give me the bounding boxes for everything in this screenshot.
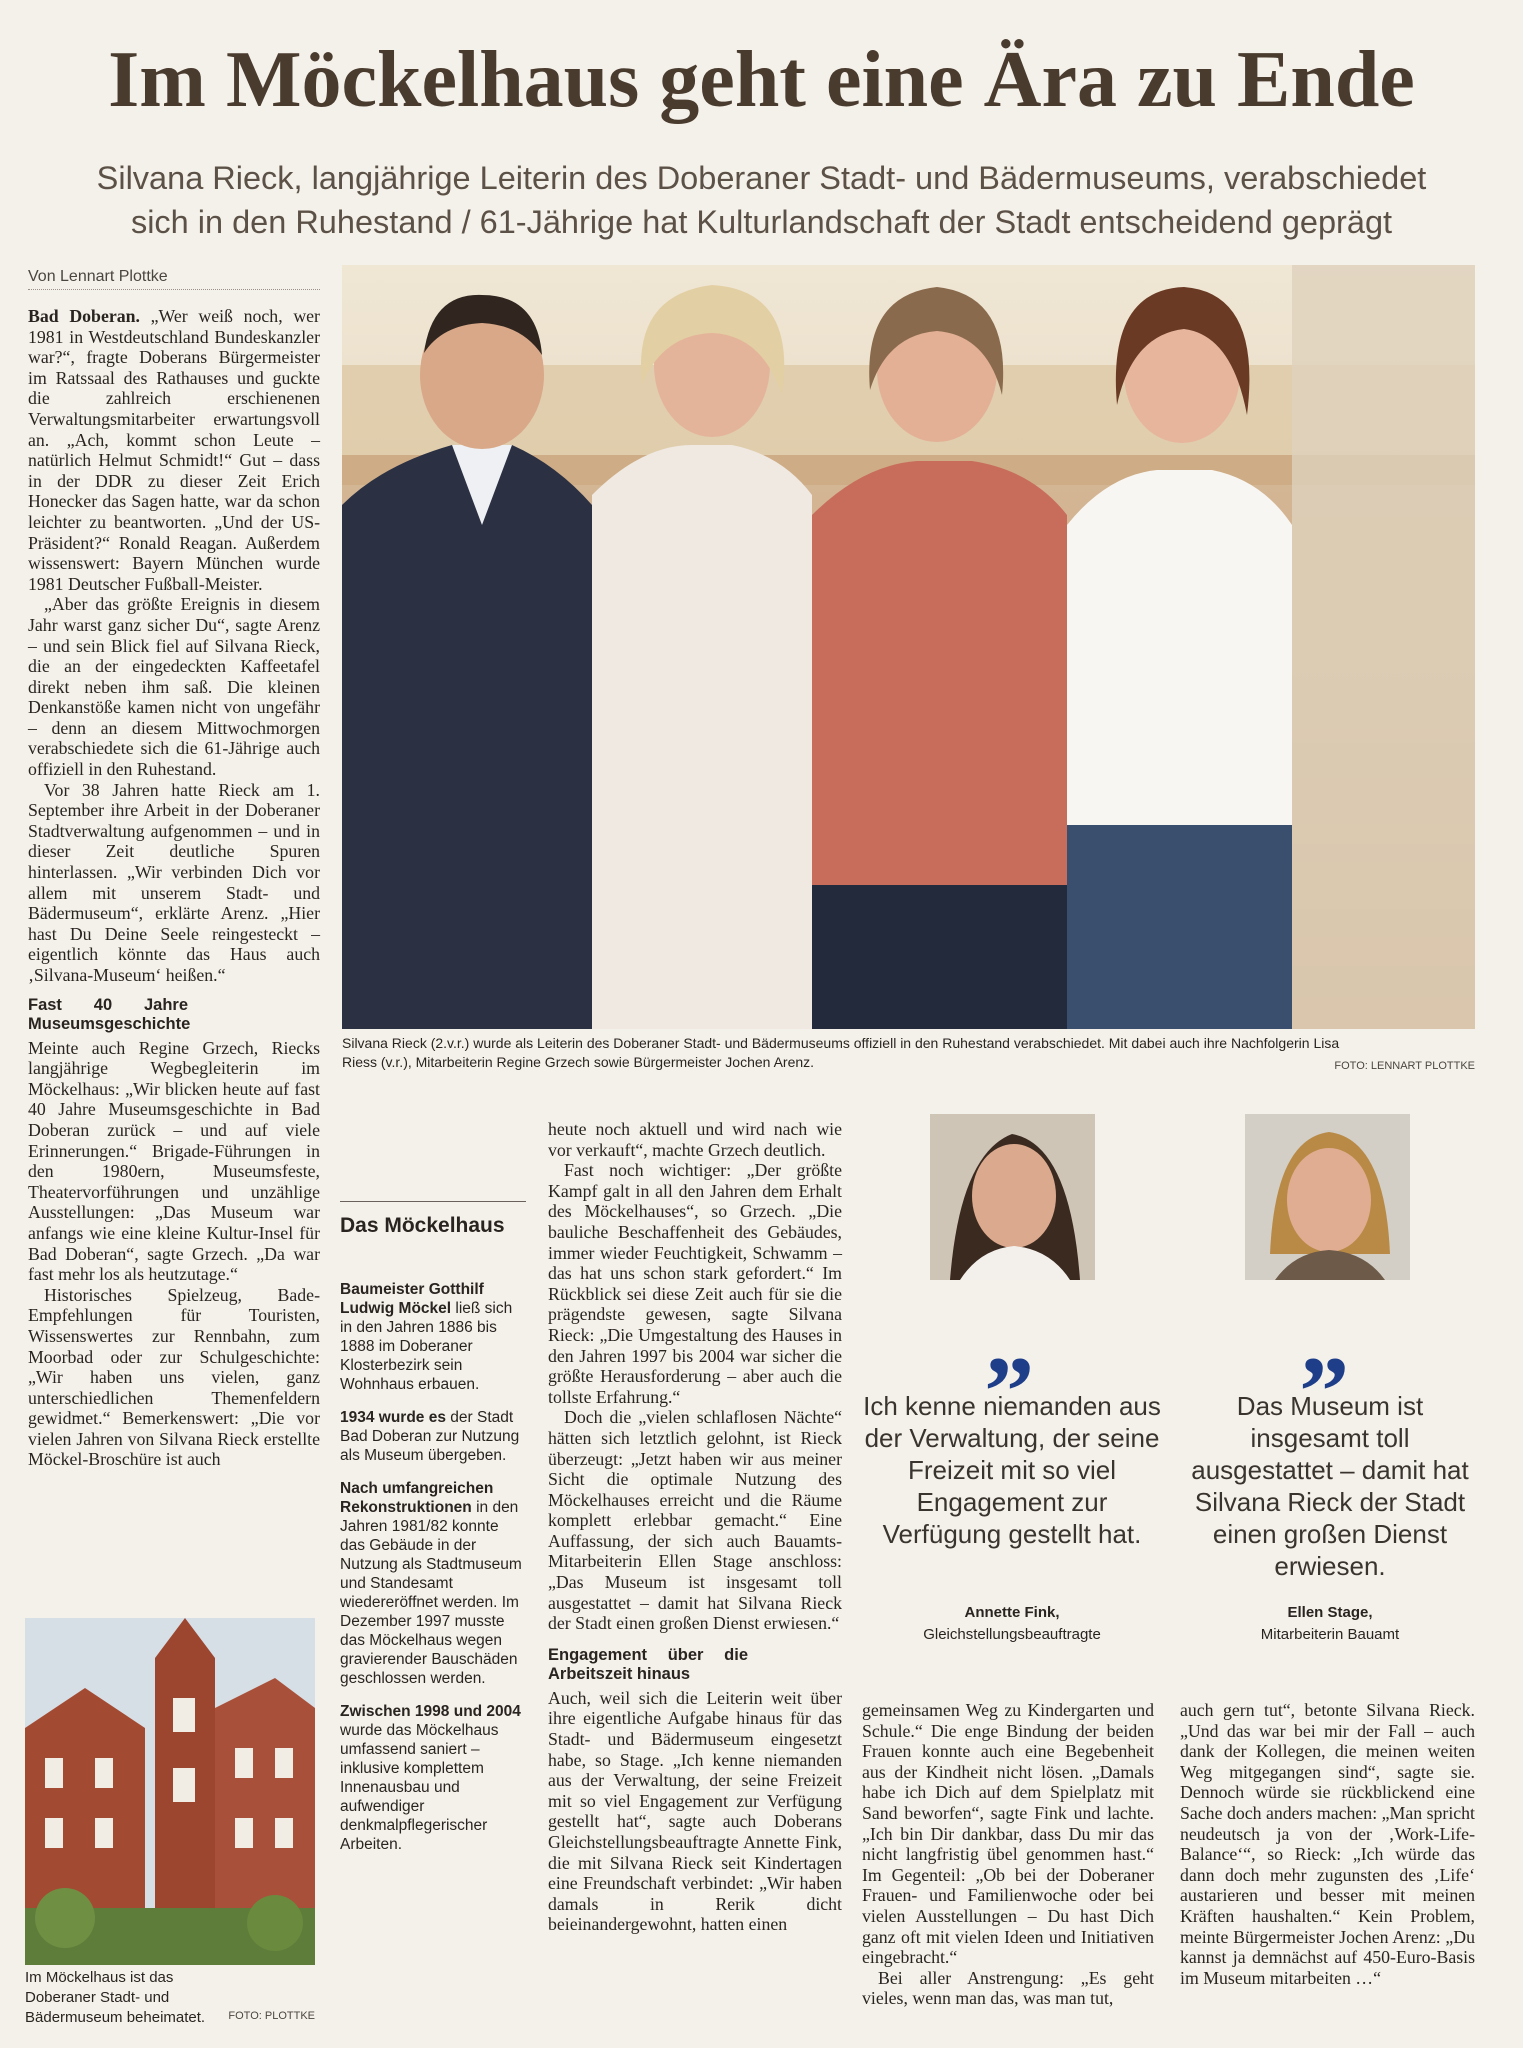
quote-author: Annette Fink, <box>964 1604 1060 1621</box>
infobox-paragraph <box>340 1702 526 1854</box>
subheading: Engagement über die Arbeitszeit hinaus <box>548 1645 748 1683</box>
article-column-3 <box>548 1119 842 1935</box>
infobox-text: ließ sich in den Jahren 1886 bis 1888 im Doberaner Klosterbezirk sein Wohnhaus erbauen. <box>340 1300 513 1393</box>
headline: Im Möckelhaus geht eine Ära zu Ende <box>108 36 1415 124</box>
quote-mark-icon: „ <box>1300 1284 1350 1395</box>
paragraph: „Aber das größte Ereignis in diesem Jahr warst ganz sicher Du“, sagte Arenz – und sein Blick fiel auf Silvana Rieck, die an der eingedeckten Kaffeetafel direkt neben ihm saß. Die kleinen Denkanstöße kamen nicht von ungefähr – denn an diesem Mittwochmorgen verabschiedete sich die 61-Jährige auch offiziell in den Ruhestand. <box>28 594 320 780</box>
paragraph: Auch, weil sich die Leiterin weit über ihre eigentliche Aufgabe hinaus für das Stadt- und Bädermuseum eingesetzt habe, so Stage. „Ich kenne niemanden aus der Verwaltung, der seine Freizeit mit so viel Engagement zur Verfügung gestellt hat“, sagte auch Doberans Gleichstellungsbeauftragte Annette Fink, die mit Silvana Rieck seit Kindertagen eine Freundschaft verbindet: „Wir haben damals in Rerik dicht beieinandergewohnt, hatten einen <box>548 1687 842 1935</box>
quote-mark-icon: „ <box>985 1284 1035 1395</box>
infobox-paragraph <box>340 1408 526 1465</box>
paragraph: Historisches Spielzeug, Bade-Empfehlungen für Touristen, Wissenswertes zur Rennbahn, zum Moorbad oder zur Schulgeschichte: „Wir haben uns vielen, ganz unterschiedlichen Themenfeldern gewidmet.“ Bemerkenswert: „Die vor vielen Jahren von Silvana Rieck erstellte Möckel-Broschüre ist auch <box>28 1284 320 1470</box>
subhead <box>60 156 1463 244</box>
paragraph <box>28 306 320 594</box>
article-column-5 <box>1180 1700 1475 1988</box>
paragraph-text: „Wer weiß noch, wer 1981 in Westdeutschland Bundeskanzler war?“, fragte Doberans Bürgermeister im Ratssaal des Rathauses und guckte die zahlreich erschienenen Verwaltungsmitarbeiter erwartungsvoll an. „Ach, kommt schon Leute – natürlich Helmut Schmidt!“ Gut – dass in der DDR zu dieser Zeit Erich Honecker das Sagen hatte, war da schon leichter zu beantworten. „Und der US-Präsident?“ Ronald Reagan. Außerdem wissenswert: Bayern München wurde 1981 Deutscher Fußball-Meister. <box>28 306 320 594</box>
paragraph: auch gern tut“, betonte Silvana Rieck. „Und das war bei mir der Fall – auch dank der Kollegen, die meinen weiten Weg mitgegangen sind“, sagte sie. Dennoch würde sie rückblickend eine Sache doch anders machen: „Man spricht neudeutsch ja von der ‚Work-Life-Balance‘“, so Rieck: „Ich würde das dann doch mehr zugunsten des ‚Life‘ austarieren und besser mit meinen Kräften haushalten.“ Kein Problem, meinte Bürgermeister Jochen Arenz: „Du kannst ja demnächst auf 450-Euro-Basis im Museum mitarbeiten …“ <box>1180 1700 1475 1988</box>
infobox-bold: Zwischen 1998 und 2004 <box>340 1703 521 1720</box>
building-illustration <box>25 1618 315 1965</box>
infobox-text: wurde das Möckelhaus umfassend saniert – inklusive komplettem Innenausbau und aufwendiger denkmalpflegerischer Arbeiten. <box>340 1722 499 1853</box>
article-column-1 <box>28 306 320 1470</box>
portrait-annette-fink <box>930 1114 1095 1280</box>
infobox-title: Das Möckelhaus <box>340 1214 505 1237</box>
quote-text: Das Museum ist insgesamt toll ausgestattet – damit hat Silvana Rieck der Stadt einen großen Dienst erwiesen. <box>1191 1391 1469 1581</box>
building-photo <box>25 1618 315 1965</box>
infobox-paragraph <box>340 1280 526 1394</box>
building-photo-caption: Im Möckelhaus ist das Doberaner Stadt- und Bädermuseum beheimatet. <box>25 1969 206 2026</box>
quote-author: Ellen Stage, <box>1287 1604 1373 1621</box>
paragraph: Vor 38 Jahren hatte Rieck am 1. September ihre Arbeit in der Doberaner Stadtverwaltung aufgenommen – und in dieser Zeit deutliche Spuren hinterlassen. „Wir verbinden Dich vor allem mit unserem Stadt- und Bädermuseum“, erklärte Arenz. „Hier hast Du Deine Seele reingesteckt – eigentlich könnte das Haus auch ‚Silvana-Museum‘ heißen.“ <box>28 779 320 985</box>
quote-author-role: Mitarbeiterin Bauamt <box>1260 1626 1400 1643</box>
quote-author-role: Gleichstellungsbeauftragte <box>923 1626 1101 1643</box>
paragraph: Fast noch wichtiger: „Der größte Kampf galt in all den Jahren dem Erhalt des Möckelhauses“, so Grzech. „Die bauliche Beschaffenheit des Gebäudes, immer wieder Feuchtigkeit, Schwamm – das hat uns schon stark gefordert.“ Im Rückblick sei diese Zeit auch für sie die prägendste gewesen, sagte Silvana Rieck: „Die Umgestaltung des Hauses in den Jahren 1997 bis 2004 war sicher die größte Herausforderung – aber auch die tollste Erfahrung.“ <box>548 1160 842 1407</box>
quote-text: Ich kenne niemanden aus der Verwaltung, der seine Freizeit mit so viel Engagement zur Verfügung gestellt hat. <box>863 1391 1161 1549</box>
paragraph: Meinte auch Regine Grzech, Riecks langjährige Wegbegleiterin im Möckelhaus: „Wir blicken heute auf fast 40 Jahre Museumsgeschichte in Bad Doberan zurück – und auf viele Erinnerungen.“ Brigade-Führungen in den 1980ern, Museumsfeste, Theatervorführungen und unzählige Ausstellungen: „Das Museum war anfangs wie eine kleine Kultur-Insel für Bad Doberan“, sagte Grzech. „Da war fast mehr los als heutzutage.“ <box>28 1037 320 1285</box>
infobox-bold: Baumeister Gotthilf Ludwig Möckel <box>340 1281 484 1317</box>
main-photo-caption: Silvana Rieck (2.v.r.) wurde als Leiterin des Doberaner Stadt- und Bädermuseums offiziell in den Ruhestand verabschiedet. Mit dabei auch ihre Nachfolgerin Lisa Riess (v.r.), Mitarbeiterin Regine Grzech sowie Bürgermeister Jochen Arenz. <box>342 1035 1340 1070</box>
paragraph: Bei aller Anstrengung: „Es geht vieles, wenn man das, was man tut, <box>862 1967 1154 2009</box>
building-photo-credit: FOTO: PLOTTKE <box>228 2010 315 2022</box>
infobox-paragraph <box>340 1479 526 1688</box>
paragraph: Doch die „vielen schlaflosen Nächte“ hätten sich letztlich gelohnt, ist Rieck überzeugt: „Jetzt haben wir aus meiner Sicht die optimale Nutzung des Möckelhauses erreicht und die Räume komplett erlebbar gemacht.“ Eine Auffassung, der sich auch Bauamts-Mitarbeiterin Ellen Stage anschloss: „Das Museum ist insgesamt toll ausgestattet – damit hat Silvana Rieck der Stadt einen großen Dienst erwiesen.“ <box>548 1407 842 1634</box>
subhead-line-1: Silvana Rieck, langjährige Leiterin des Doberaner Stadt- und Bädermuseums, verabschiedet <box>96 160 1427 196</box>
subheading: Fast 40 Jahre Museumsgeschichte <box>28 995 191 1033</box>
portrait-illustration <box>930 1114 1095 1280</box>
subhead-line-2: sich in den Ruhestand / 61-Jährige hat Kulturlandschaft der Stadt entscheidend geprägt <box>130 204 1393 240</box>
byline: Von Lennart Plottke <box>28 268 320 290</box>
dateline: Bad Doberan. <box>28 306 140 326</box>
article-column-4 <box>862 1700 1154 2009</box>
portrait-ellen-stage <box>1245 1114 1410 1280</box>
infobox-text: der Stadt Bad Doberan zur Nutzung als Museum übergeben. <box>340 1409 520 1464</box>
divider <box>340 1201 526 1202</box>
infobox-text: in den Jahren 1981/82 konnte das Gebäude in der Nutzung als Stadtmuseum und Standesamt wiedereröffnet werden. Im Dezember 1997 musste das Möckelhaus wegen gravierender Bauschäden geschlossen werden. <box>340 1499 522 1687</box>
main-photo-credit: FOTO: LENNART PLOTTKE <box>1334 1060 1475 1072</box>
main-photo <box>342 265 1475 1029</box>
paragraph: heute noch aktuell und wird nach wie vor verkauft“, machte Grzech deutlich. <box>548 1119 842 1160</box>
main-photo-illustration <box>342 265 1475 1029</box>
portrait-illustration <box>1245 1114 1410 1280</box>
infobox-bold: Nach umfangreichen Rekonstruktionen <box>340 1480 494 1516</box>
paragraph: gemeinsamen Weg zu Kindergarten und Schule.“ Die enge Bindung der beiden Frauen konnte auch eine Begebenheit aus der Kindheit nicht lösen. „Damals habe ich Dich auf dem Spielplatz mit Sand beworfen“, sagte Fink und lachte. „Ich bin Dir dankbar, dass Du mir das nicht langfristig übel genommen hast.“ Im Gegenteil: „Ob bei der Doberaner Frauen- und Familienwoche oder bei vielen Ausstellungen – Du hast Dich ganz oft mit vielen Ideen und Initiativen eingebracht.“ <box>862 1700 1154 1968</box>
infobox <box>340 1280 526 1868</box>
infobox-bold: 1934 wurde es <box>340 1409 446 1426</box>
